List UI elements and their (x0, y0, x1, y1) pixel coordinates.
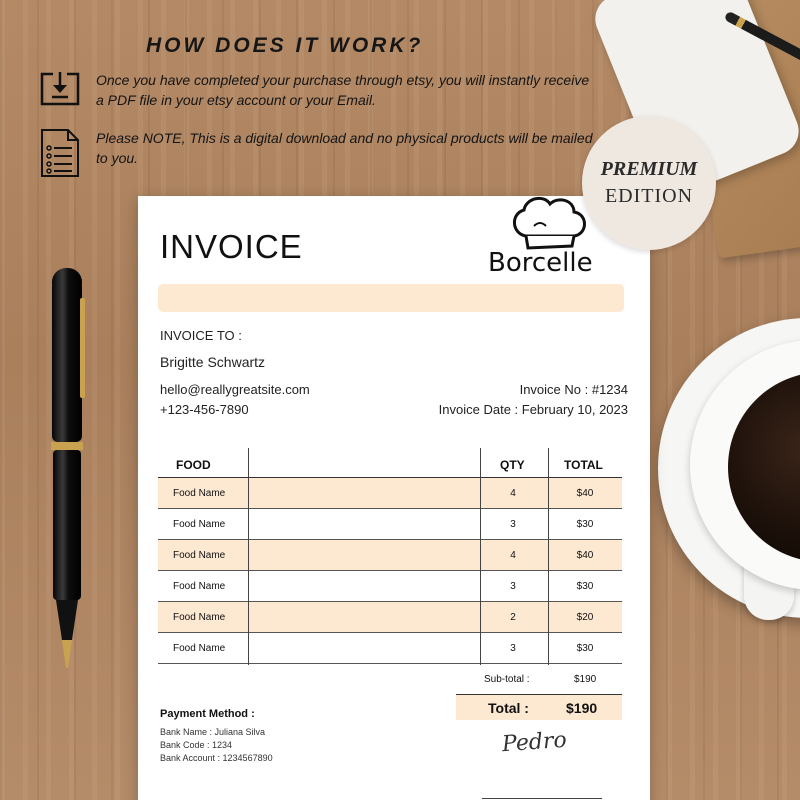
column-header-total: TOTAL (564, 458, 603, 472)
chef-hat-icon (508, 196, 590, 252)
fountain-pen (46, 268, 94, 678)
food-cell: Food Name (173, 612, 226, 623)
document-list-icon (40, 128, 80, 178)
badge-line-1: PREMIUM (600, 158, 698, 180)
page-heading: HOW DOES IT WORK? (146, 34, 424, 57)
total-cell: $30 (576, 581, 594, 592)
subtotal-value: $190 (574, 674, 597, 685)
total-box (456, 694, 622, 720)
column-divider (248, 448, 249, 665)
brand-logo-text: Borcelle (488, 248, 593, 278)
qty-cell: 2 (510, 612, 516, 623)
accent-bar (158, 284, 624, 312)
invoice-paper (138, 196, 650, 800)
signature: Pedro (501, 727, 568, 758)
bank-name: Bank Name : Juliana Silva (160, 727, 266, 737)
signature-line (482, 798, 602, 799)
table-row (158, 509, 622, 540)
qty-cell: 4 (510, 550, 516, 561)
table-row (158, 540, 622, 571)
client-email: hello@reallygreatsite.com (160, 382, 310, 397)
table-row (158, 602, 622, 633)
premium-badge (582, 116, 716, 250)
total-cell: $30 (576, 519, 594, 530)
column-header-food: FOOD (176, 458, 211, 472)
column-header-qty: QTY (500, 458, 525, 472)
bank-account: Bank Account : 1234567890 (160, 753, 273, 763)
column-divider (480, 448, 481, 665)
food-cell: Food Name (173, 550, 226, 561)
food-cell: Food Name (173, 488, 226, 499)
items-table (158, 448, 622, 664)
qty-cell: 3 (510, 643, 516, 654)
payment-heading: Payment Method : (160, 708, 255, 720)
food-cell: Food Name (173, 519, 226, 530)
step-text: Once you have completed your purchase through etsy, you will instantly receive a PDF file in your etsy account or your Email. (96, 72, 590, 108)
invoice-to-label: INVOICE TO : (160, 328, 242, 343)
total-cell: $40 (576, 488, 594, 499)
step-text: Please NOTE, This is a digital download and no physical products will be mailed to you. (96, 130, 593, 166)
client-name: Brigitte Schwartz (160, 354, 266, 370)
table-body (158, 478, 622, 664)
qty-cell: 3 (510, 581, 516, 592)
qty-cell: 4 (510, 488, 516, 499)
invoice-date: Invoice Date : February 10, 2023 (438, 402, 628, 417)
client-phone: +123-456-7890 (160, 402, 249, 417)
total-label: Total : (488, 700, 529, 716)
step-download (40, 70, 600, 114)
subtotal-label: Sub-total : (484, 674, 530, 685)
badge-line-2: EDITION (604, 185, 694, 207)
total-cell: $30 (576, 643, 594, 654)
download-icon (40, 70, 80, 106)
total-value: $190 (566, 700, 598, 716)
food-cell: Food Name (173, 643, 226, 654)
table-row (158, 478, 622, 509)
column-divider (548, 448, 549, 665)
bank-code: Bank Code : 1234 (160, 740, 233, 750)
qty-cell: 3 (510, 519, 516, 530)
step-note (40, 128, 600, 176)
invoice-number: Invoice No : #1234 (519, 382, 628, 397)
table-header (158, 448, 622, 478)
invoice-title: INVOICE (160, 228, 303, 265)
table-row (158, 633, 622, 664)
total-cell: $40 (576, 550, 594, 561)
table-row (158, 571, 622, 602)
food-cell: Food Name (173, 581, 226, 592)
total-cell: $20 (576, 612, 594, 623)
